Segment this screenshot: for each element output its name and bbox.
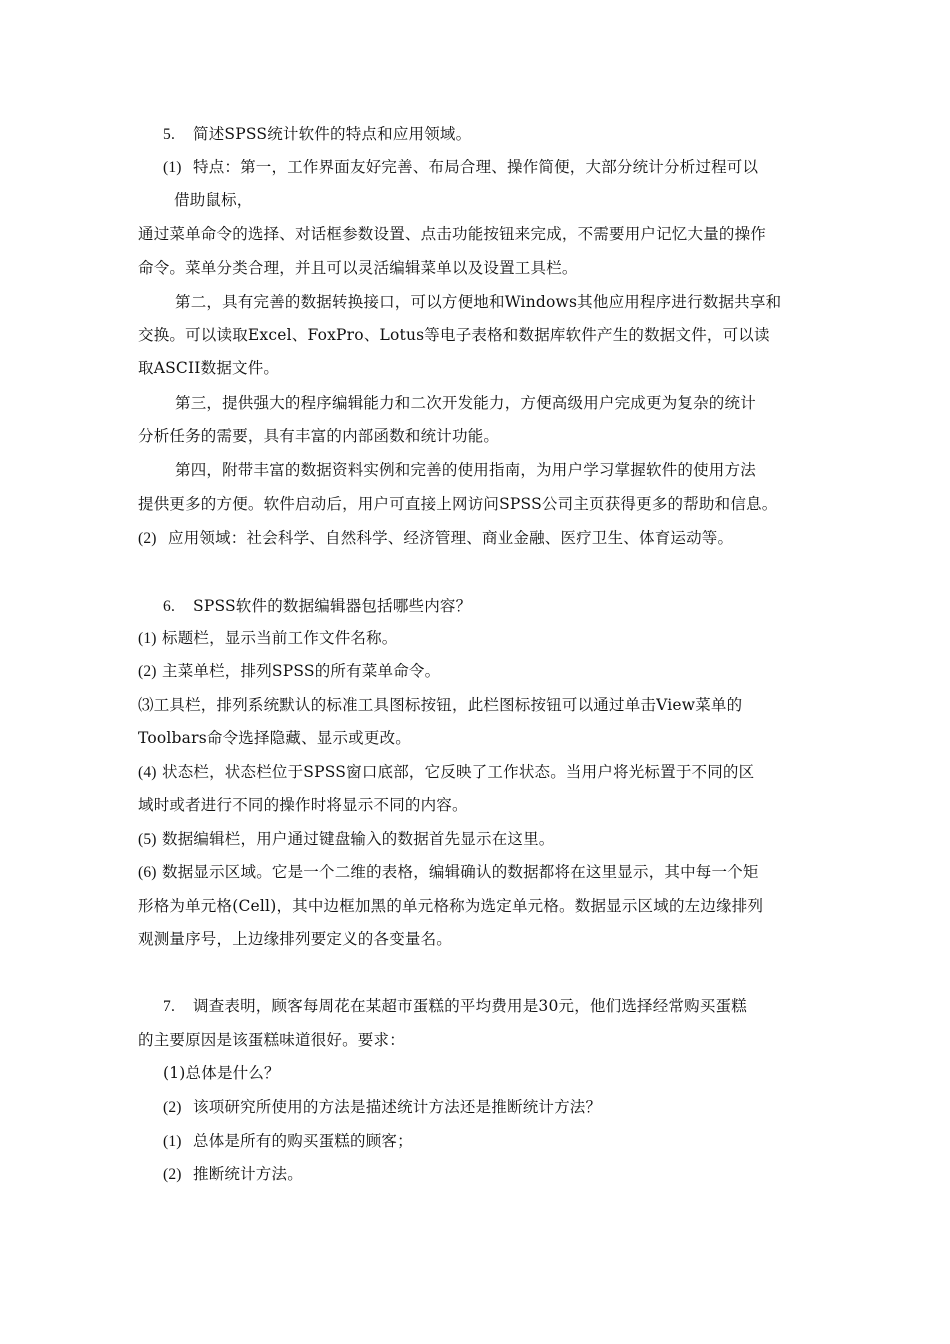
- q7-requirement2-number: (2): [163, 1099, 182, 1116]
- q6-item3-line2: Toolbars命令选择隐藏、显示或更改。: [138, 729, 411, 747]
- q5-title-text: 简述SPSS统计软件的特点和应用领域。: [193, 125, 472, 143]
- q7-requirement2-text: 该项研究所使用的方法是描述统计方法还是推断统计方法？: [193, 1098, 602, 1116]
- q5-title: [163, 124, 471, 145]
- q6-item4-line2: 域时或者进行不同的操作时将显示不同的内容。: [138, 796, 468, 814]
- q6-item6-number: (6): [138, 864, 157, 881]
- q5-p2-text: 应用领域：社会科学、自然科学、经济管理、商业金融、医疗卫生、体育运动等。: [168, 529, 734, 547]
- q6-item3-line1: [138, 695, 742, 715]
- q6-item1: [138, 628, 398, 649]
- q5-fourth-line2: 提供更多的方便。软件启动后，用户可直接上网访问SPSS公司主页获得更多的帮助和信息。: [138, 495, 778, 513]
- q6-title-text: SPSS软件的数据编辑器包括哪些内容？: [193, 597, 472, 615]
- q6-item5: [138, 829, 555, 850]
- q5-second-line1: 第二，具有完善的数据转换接口，可以方便地和Windows其他应用程序进行数据共享和: [175, 293, 782, 311]
- q7-requirement1: (1)总体是什么？: [163, 1064, 280, 1082]
- q7-title-line2: 的主要原因是该蛋糕味道很好。要求：: [138, 1031, 405, 1049]
- q5-p1-line1: [163, 157, 758, 178]
- q7-answer2: [163, 1164, 303, 1185]
- q6-number: 6.: [163, 598, 176, 615]
- q5-p1-text: 特点：第一，工作界面友好完善、布局合理、操作简便，大部分统计分析过程可以: [193, 158, 759, 176]
- q6-item6-line2: 形格为单元格(Cell)，其中边框加黑的单元格称为选定单元格。数据显示区域的左边缘排列: [138, 897, 764, 915]
- q6-item2-text: 主菜单栏，排列SPSS的所有菜单命令。: [162, 662, 441, 680]
- q5-p2-number: (2): [138, 530, 157, 547]
- q5-p1-line3: 通过菜单命令的选择、对话框参数设置、点击功能按钮来完成，不需要用户记忆大量的操作: [138, 225, 767, 243]
- q6-item5-text: 数据编辑栏，用户通过键盘输入的数据首先显示在这里。: [162, 830, 555, 848]
- q6-item2: [138, 661, 440, 682]
- q6-title: [163, 596, 471, 617]
- q5-p1-line4: 命令。菜单分类合理，并且可以灵活编辑菜单以及设置工具栏。: [138, 259, 578, 277]
- q7-answer1-text: 总体是所有的购买蛋糕的顾客；: [193, 1132, 413, 1150]
- q7-title-line1: [163, 996, 747, 1017]
- q5-third-line2: 分析任务的需要，具有丰富的内部函数和统计功能。: [138, 427, 500, 445]
- q7-title-text: 调查表明，顾客每周花在某超市蛋糕的平均费用是30元，他们选择经常购买蛋糕: [193, 997, 747, 1015]
- q7-answer2-number: (2): [163, 1166, 182, 1183]
- q5-p1-line2: 借助鼠标，: [174, 191, 253, 209]
- q6-item3-number: ⑶: [138, 696, 154, 714]
- q6-item1-text: 标题栏，显示当前工作文件名称。: [162, 629, 398, 647]
- q7-number: 7.: [163, 998, 176, 1015]
- q7-answer1: [163, 1131, 413, 1152]
- q5-second-line3: 取ASCII数据文件。: [138, 359, 280, 377]
- q6-item1-number: (1): [138, 630, 157, 647]
- q6-item4-number: (4): [138, 764, 157, 781]
- q7-requirement2: [163, 1097, 601, 1118]
- q6-item2-number: (2): [138, 663, 157, 680]
- q6-item4-line1: [138, 762, 754, 783]
- q6-item4-text: 状态栏，状态栏位于SPSS窗口底部，它反映了工作状态。当用户将光标置于不同的区: [162, 763, 755, 781]
- q5-second-line2: 交换。可以读取Excel、FoxPro、Lotus等电子表格和数据库软件产生的数据文件，可以读: [138, 326, 770, 344]
- q6-item5-number: (5): [138, 831, 157, 848]
- q5-fourth-line1: 第四，附带丰富的数据资料实例和完善的使用指南，为用户学习掌握软件的使用方法: [175, 461, 756, 479]
- q7-answer1-number: (1): [163, 1133, 182, 1150]
- q5-third-line1: 第三，提供强大的程序编辑能力和二次开发能力，方便高级用户完成更为复杂的统计: [175, 394, 756, 412]
- q6-item3-text: 工具栏，排列系统默认的标准工具图标按钮，此栏图标按钮可以通过单击View菜单的: [153, 696, 743, 714]
- q6-item6-line3: 观测量序号，上边缘排列要定义的各变量名。: [138, 930, 453, 948]
- q6-item6-line1: [138, 862, 759, 883]
- q5-p1-number: (1): [163, 159, 182, 176]
- q7-answer2-text: 推断统计方法。: [193, 1165, 303, 1183]
- q5-number: 5.: [163, 126, 176, 143]
- q6-item6-text: 数据显示区域。它是一个二维的表格，编辑确认的数据都将在这里显示，其中每一个矩: [162, 863, 759, 881]
- q5-p2: [138, 528, 733, 549]
